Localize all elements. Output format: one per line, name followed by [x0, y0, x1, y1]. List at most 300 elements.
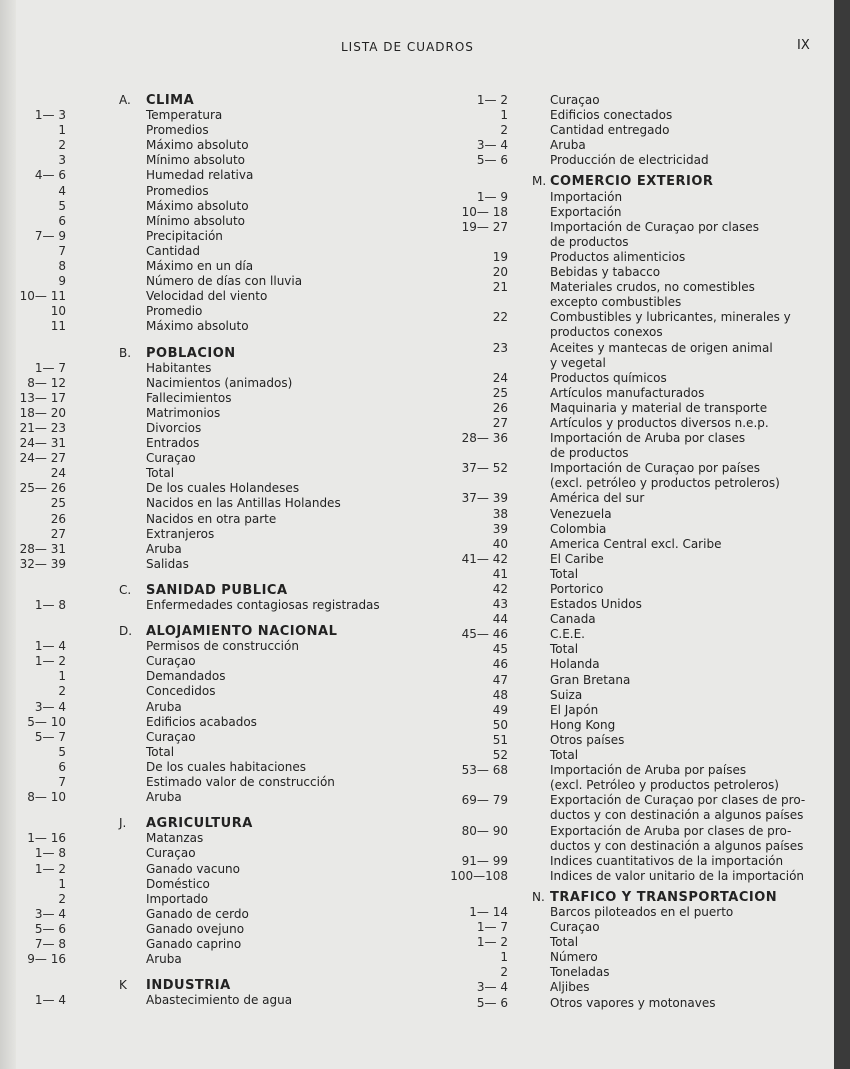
list-item	[424, 108, 834, 123]
section-heading	[424, 890, 834, 905]
table-number: 24— 27	[19, 451, 66, 466]
list-item	[16, 598, 416, 613]
table-title: Indices cuantitativos de la importación	[550, 853, 784, 868]
table-title: Divorcios	[146, 420, 202, 435]
table-title: Precipitación	[146, 228, 223, 243]
list-item	[16, 304, 416, 319]
table-number: 50	[492, 717, 508, 732]
table-title: Curaçao	[146, 654, 196, 669]
table-title: ductos y con destinación a algunos países	[550, 838, 804, 853]
list-item	[16, 391, 416, 406]
table-title: America Central excl. Caribe	[550, 536, 722, 551]
list-item	[424, 153, 834, 168]
list-item	[16, 481, 416, 496]
table-title: Bebidas y tabacco	[550, 265, 661, 280]
table-number: 1— 4	[34, 993, 66, 1008]
table-title: Total	[550, 935, 579, 950]
list-item	[16, 730, 416, 745]
section-heading	[16, 93, 416, 108]
list-item	[16, 289, 416, 304]
table-number: 1— 7	[34, 360, 66, 375]
table-title: Curaçao	[550, 93, 600, 107]
table-number: 25— 26	[19, 481, 66, 496]
table-title: Demandados	[146, 669, 226, 684]
table-number: 41— 42	[461, 551, 508, 566]
table-title: América del sur	[550, 491, 645, 506]
list-item	[16, 937, 416, 952]
list-item	[424, 431, 834, 446]
table-number: 47	[492, 672, 508, 687]
table-title: El Japón	[550, 702, 599, 717]
table-title: excepto combustibles	[550, 295, 682, 310]
table-title: Mínimo absoluto	[146, 213, 246, 228]
list-item	[424, 341, 834, 356]
table-title: Máximo absoluto	[146, 319, 249, 334]
table-number: 19— 27	[461, 219, 508, 234]
list-item	[424, 718, 834, 733]
section-title: ALOJAMIENTO NACIONAL	[146, 624, 338, 640]
section-letter: B.	[119, 345, 132, 360]
table-title: Número	[550, 950, 598, 965]
list-item	[424, 552, 834, 567]
list-item	[16, 274, 416, 289]
list-item	[424, 235, 834, 250]
list-item	[424, 567, 834, 582]
table-number: 11	[50, 319, 66, 334]
section-title: CLIMA	[146, 93, 195, 108]
table-title: Máximo en un día	[146, 259, 254, 274]
list-item	[424, 824, 834, 839]
table-number: 45— 46	[461, 627, 508, 642]
table-number: 1— 8	[34, 598, 66, 612]
list-item	[424, 627, 834, 642]
table-title: Importación	[550, 189, 623, 204]
list-item	[16, 831, 416, 846]
list-item	[424, 733, 834, 748]
list-item	[424, 537, 834, 552]
table-title: Estados Unidos	[550, 597, 642, 612]
table-number: 19	[492, 249, 508, 264]
table-title: Ganado vacuno	[146, 861, 240, 876]
list-item	[424, 476, 834, 491]
table-number: 42	[492, 582, 508, 596]
list-item	[16, 138, 416, 153]
table-number: 1— 2	[476, 93, 508, 107]
list-item	[424, 980, 834, 995]
table-title: Matanzas	[146, 831, 204, 846]
table-number: 13— 17	[19, 390, 66, 405]
table-number: 4	[58, 183, 66, 198]
table-number: 8— 12	[27, 375, 66, 390]
list-item	[424, 905, 834, 920]
table-title: Importación de Curaçao por clases	[550, 219, 759, 234]
table-title: Total	[146, 466, 175, 481]
table-title: (excl. petróleo y productos petroleros)	[550, 476, 780, 491]
table-number: 7	[58, 243, 66, 258]
table-title: de productos	[550, 234, 629, 249]
table-title: Aruba	[550, 138, 586, 153]
list-item	[424, 491, 834, 506]
list-item	[424, 138, 834, 153]
table-title: Cantidad entregado	[550, 123, 670, 138]
list-item	[16, 700, 416, 715]
table-number: 28— 31	[19, 541, 66, 556]
list-item	[16, 123, 416, 138]
list-item	[424, 597, 834, 612]
table-number: 39	[492, 521, 508, 536]
table-number: 3	[58, 153, 66, 168]
table-number: 7	[58, 775, 66, 790]
list-item	[424, 416, 834, 431]
table-number: 28— 36	[461, 431, 508, 446]
list-item	[424, 371, 834, 386]
table-title: Exportación de Curaçao por clases de pro-	[550, 793, 806, 808]
table-number: 1— 2	[34, 861, 66, 876]
table-number: 24	[50, 466, 66, 481]
spacer	[16, 613, 416, 624]
table-number: 1— 3	[34, 108, 66, 123]
table-number: 38	[492, 506, 508, 521]
list-item	[16, 684, 416, 699]
table-number: 46	[492, 657, 508, 672]
table-title: productos conexos	[550, 325, 663, 340]
table-number: 1	[58, 123, 66, 138]
table-number: 69— 79	[461, 793, 508, 808]
spacer	[16, 335, 416, 346]
table-number: 1— 9	[476, 189, 508, 204]
table-title: Promedios	[146, 183, 209, 198]
table-title: Nacidos en otra parte	[146, 511, 277, 526]
spacer	[16, 967, 416, 978]
table-title: Aruba	[146, 699, 182, 714]
list-item	[424, 265, 834, 280]
section-letter: M.	[532, 174, 547, 189]
table-number: 22	[492, 310, 508, 325]
table-number: 51	[492, 732, 508, 747]
table-title: Aruba	[146, 541, 182, 556]
table-number: 3— 4	[476, 980, 508, 995]
list-item	[16, 168, 416, 183]
table-title: Curaçao	[550, 920, 600, 935]
table-number: 45	[492, 642, 508, 657]
table-title: Portorico	[550, 582, 604, 596]
table-title: Aruba	[146, 952, 182, 967]
list-item	[424, 446, 834, 461]
table-title: Canada	[550, 612, 596, 627]
table-number: 80— 90	[461, 823, 508, 838]
list-item	[424, 461, 834, 476]
table-title: Doméstico	[146, 876, 210, 891]
list-item	[16, 421, 416, 436]
table-title: Fallecimientos	[146, 390, 232, 405]
table-title: Exportación	[550, 204, 622, 219]
table-title: Aruba	[146, 790, 182, 805]
table-title: Artículos y productos diversos n.e.p.	[550, 415, 769, 430]
list-item	[424, 935, 834, 950]
table-number: 1— 14	[469, 904, 508, 919]
table-number: 40	[492, 536, 508, 551]
table-title: Concedidos	[146, 684, 216, 699]
table-number: 48	[492, 687, 508, 702]
section-title: AGRICULTURA	[146, 816, 253, 832]
list-item	[424, 688, 834, 703]
table-title: El Caribe	[550, 551, 604, 566]
section-heading	[16, 583, 416, 598]
table-title: Suiza	[550, 687, 583, 702]
list-item	[16, 715, 416, 730]
page-title: LISTA DE CUADROS	[341, 40, 474, 54]
table-title: Edificios acabados	[146, 714, 257, 729]
section-title: INDUSTRIA	[146, 978, 231, 994]
page-number: IX	[797, 38, 810, 53]
list-item	[16, 846, 416, 861]
table-title: Combustibles y lubricantes, minerales y	[550, 310, 791, 325]
list-item	[424, 295, 834, 310]
list-item	[16, 436, 416, 451]
section-title: TRAFICO Y TRANSPORTACION	[550, 889, 778, 905]
table-title: Máximo absoluto	[146, 198, 249, 213]
table-title: Máximo absoluto	[146, 138, 249, 153]
table-number: 10	[50, 304, 66, 319]
table-title: C.E.E.	[550, 627, 585, 642]
table-title: Permisos de construcción	[146, 639, 299, 654]
table-title: Ganado caprino	[146, 936, 242, 951]
list-item	[424, 310, 834, 325]
list-item	[16, 361, 416, 376]
table-title: Otros vapores y motonaves	[550, 995, 716, 1010]
table-title: Importación de Curaçao por países	[550, 461, 760, 476]
table-number: 20	[492, 265, 508, 280]
table-title: Artículos manufacturados	[550, 385, 705, 400]
table-number: 5— 10	[27, 714, 66, 729]
table-title: Total	[146, 744, 175, 759]
left-column	[16, 93, 416, 1008]
list-item	[16, 775, 416, 790]
table-number: 1	[58, 876, 66, 891]
section-title: SANIDAD PUBLICA	[146, 582, 288, 598]
table-title: Abastecimiento de agua	[146, 993, 293, 1008]
table-number: 5	[58, 744, 66, 759]
table-title: Total	[550, 566, 579, 581]
table-number: 8— 10	[27, 790, 66, 805]
table-number: 100—108	[450, 868, 508, 883]
table-title: Importación de Aruba por clases	[550, 431, 746, 446]
table-number: 5— 6	[476, 995, 508, 1010]
table-number: 7— 8	[34, 936, 66, 951]
list-item	[16, 466, 416, 481]
list-item	[16, 512, 416, 527]
table-number: 3— 4	[34, 699, 66, 714]
table-number: 2	[500, 965, 508, 980]
table-title: Promedio	[146, 304, 203, 319]
table-title: Salidas	[146, 556, 189, 571]
spacer	[16, 572, 416, 583]
list-item	[424, 250, 834, 265]
list-item	[16, 496, 416, 511]
table-title: ductos y con destinación a algunos países	[550, 808, 804, 823]
table-number: 27	[492, 415, 508, 430]
table-title: Curaçao	[146, 451, 196, 466]
section-title: COMERCIO EXTERIOR	[550, 174, 714, 190]
list-item	[16, 952, 416, 967]
table-title: Ganado ovejuno	[146, 921, 245, 936]
table-title: Cantidad	[146, 243, 200, 258]
list-item	[424, 93, 834, 108]
table-title: Entrados	[146, 436, 200, 451]
table-number: 1— 2	[476, 935, 508, 950]
table-number: 49	[492, 702, 508, 717]
list-item	[424, 123, 834, 138]
list-item	[424, 854, 834, 869]
table-title: Productos químicos	[550, 370, 667, 385]
section-letter: D.	[119, 624, 133, 639]
section-heading	[424, 174, 834, 189]
table-number: 52	[492, 748, 508, 763]
table-title: Nacimientos (animados)	[146, 375, 293, 390]
list-item	[424, 748, 834, 763]
section-heading	[16, 978, 416, 993]
table-title: Importación de Aruba por países	[550, 763, 747, 778]
table-title: Humedad relativa	[146, 168, 254, 183]
table-title: Maquinaria y material de transporte	[550, 400, 768, 415]
table-title: Barcos piloteados en el puerto	[550, 904, 734, 919]
table-title: Aljibes	[550, 980, 590, 995]
list-item	[16, 229, 416, 244]
list-item	[16, 654, 416, 669]
section-title: POBLACION	[146, 345, 236, 361]
table-number: 1— 16	[27, 831, 66, 846]
section-heading	[16, 816, 416, 831]
section-heading	[16, 624, 416, 639]
list-item	[424, 220, 834, 235]
list-item	[16, 877, 416, 892]
table-number: 2	[58, 891, 66, 906]
table-title: Curaçao	[146, 846, 196, 861]
table-number: 25	[50, 496, 66, 511]
list-item	[424, 965, 834, 980]
table-number: 24— 31	[19, 436, 66, 451]
table-title: Holanda	[550, 657, 600, 672]
table-number: 2	[500, 123, 508, 138]
section-heading	[16, 346, 416, 361]
list-item	[16, 862, 416, 877]
table-number: 6	[58, 759, 66, 774]
table-number: 25	[492, 385, 508, 400]
table-title: Exportación de Aruba por clases de pro-	[550, 823, 792, 838]
table-number: 91— 99	[461, 853, 508, 868]
table-number: 5	[58, 198, 66, 213]
list-item	[424, 869, 834, 884]
table-number: 1	[58, 669, 66, 684]
table-title: Enfermedades contagiosas registradas	[146, 598, 380, 612]
list-item	[16, 907, 416, 922]
table-title: Colombia	[550, 521, 607, 536]
list-item	[16, 153, 416, 168]
table-number: 5— 6	[34, 921, 66, 936]
table-title: Gran Bretana	[550, 672, 631, 687]
table-title: Indices de valor unitario de la importación	[550, 868, 805, 883]
list-item	[424, 386, 834, 401]
table-number: 5— 6	[476, 153, 508, 168]
list-item	[16, 214, 416, 229]
list-item	[16, 184, 416, 199]
table-number: 9— 16	[27, 952, 66, 967]
table-number: 23	[492, 340, 508, 355]
table-title: Venezuela	[550, 506, 612, 521]
table-number: 5— 7	[34, 729, 66, 744]
document-page	[16, 0, 834, 1069]
table-title: Total	[550, 748, 579, 763]
table-number: 2	[58, 684, 66, 699]
list-item	[16, 993, 416, 1008]
table-number: 8	[58, 259, 66, 274]
list-item	[16, 376, 416, 391]
list-item	[424, 920, 834, 935]
section-letter: J.	[119, 816, 127, 831]
table-number: 1	[500, 950, 508, 965]
table-number: 3— 4	[34, 906, 66, 921]
table-title: Nacidos en las Antillas Holandes	[146, 496, 341, 511]
list-item	[16, 108, 416, 123]
table-number: 9	[58, 274, 66, 289]
table-title: De los cuales Holandeses	[146, 481, 300, 496]
table-title: Matrimonios	[146, 405, 221, 420]
table-number: 27	[50, 526, 66, 541]
list-item	[424, 612, 834, 627]
list-item	[424, 642, 834, 657]
list-item	[424, 190, 834, 205]
list-item	[424, 205, 834, 220]
list-item	[424, 673, 834, 688]
list-item	[424, 703, 834, 718]
list-item	[16, 892, 416, 907]
list-item	[424, 401, 834, 416]
table-title: Ganado de cerdo	[146, 906, 249, 921]
right-column	[424, 93, 834, 1011]
table-number: 21	[492, 280, 508, 295]
table-title: Toneladas	[550, 965, 610, 980]
list-item	[16, 406, 416, 421]
list-item	[16, 557, 416, 572]
list-item	[16, 199, 416, 214]
list-item	[16, 451, 416, 466]
list-item	[16, 790, 416, 805]
table-number: 53— 68	[461, 763, 508, 778]
table-title: Número de días con lluvia	[146, 274, 303, 289]
list-item	[424, 582, 834, 597]
table-title: Extranjeros	[146, 526, 215, 541]
list-item	[424, 657, 834, 672]
list-item	[16, 259, 416, 274]
list-item	[424, 325, 834, 340]
table-title: Habitantes	[146, 360, 212, 375]
table-title: De los cuales habitaciones	[146, 759, 307, 774]
table-title: Materiales crudos, no comestibles	[550, 280, 755, 295]
table-number: 37— 39	[461, 491, 508, 506]
table-title: Mínimo absoluto	[146, 153, 246, 168]
section-letter: N.	[532, 889, 545, 904]
table-number: 32— 39	[19, 556, 66, 571]
table-title: Hong Kong	[550, 717, 616, 732]
table-number: 3— 4	[476, 138, 508, 153]
list-item	[424, 839, 834, 854]
table-title: Velocidad del viento	[146, 289, 268, 304]
table-title: Otros países	[550, 732, 625, 747]
table-title: Temperatura	[146, 108, 223, 123]
list-item	[424, 778, 834, 793]
list-item	[424, 950, 834, 965]
list-item	[424, 522, 834, 537]
